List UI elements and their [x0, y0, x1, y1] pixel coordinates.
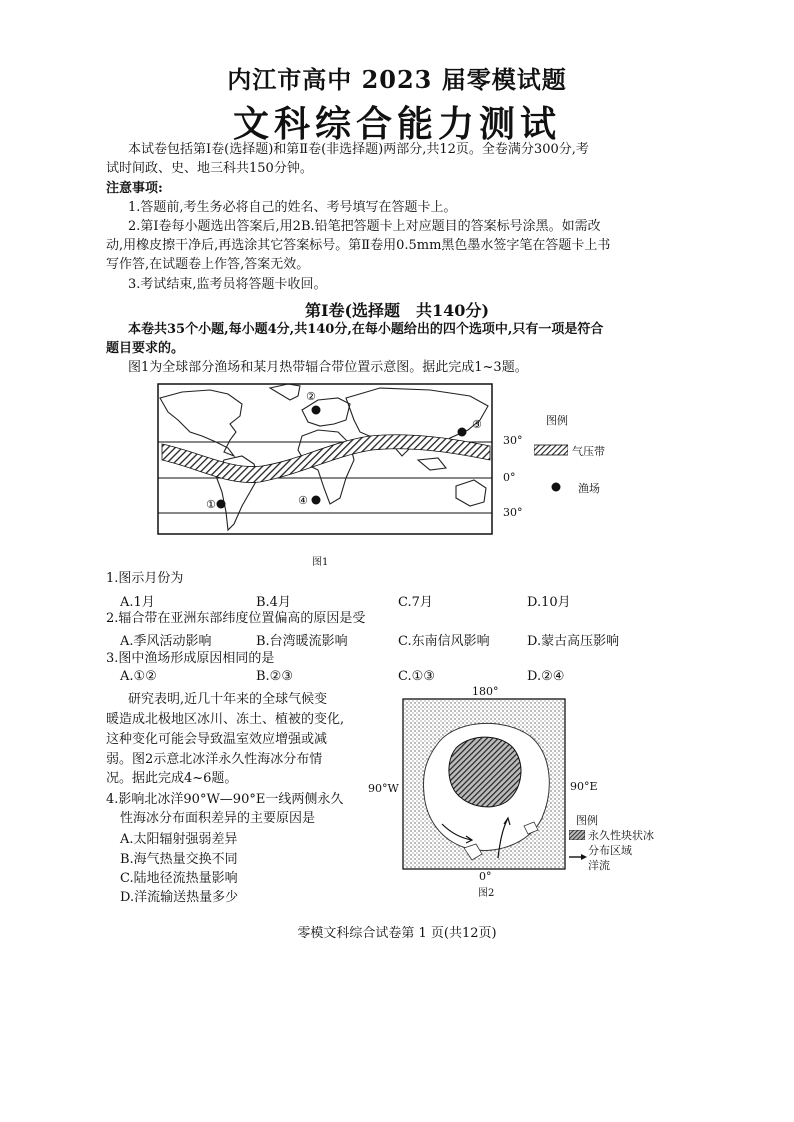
q4-stem-line1: 4.影响北冰洋90°W—90°E一线两侧永久 — [106, 792, 344, 807]
marker-4: ④ — [298, 494, 308, 507]
q2-option-a: A.季风活动影响 — [120, 634, 212, 649]
passage-line5: 况。据此完成4~6题。 — [106, 771, 238, 786]
notes-heading: 注意事项: — [106, 181, 163, 196]
legend-belt-label: 气压带 — [572, 445, 605, 458]
legend-current-arrow — [569, 852, 589, 862]
exam-title-line2: 文科综合能力测试 — [232, 103, 561, 145]
q1-option-b: B.4月 — [256, 595, 291, 610]
q1-option-d: D.10月 — [527, 595, 571, 610]
q2-stem: 2.辐合带在亚洲东部纬度位置偏高的原因是受 — [106, 611, 366, 626]
figure1-world-map — [150, 380, 500, 540]
fig2-label-0: 0° — [479, 870, 492, 883]
marker-3: ③ — [472, 418, 482, 431]
passage-line2: 暖造成北极地区冰川、冻土、植被的变化, — [106, 712, 345, 727]
fishing-ground-2 — [312, 406, 321, 415]
figure2-arctic-map — [402, 698, 566, 870]
notes-item3: 3.考试结束,监考员将答题卡收回。 — [128, 277, 327, 292]
legend-belt-swatch — [534, 444, 568, 456]
page-footer: 零模文科综合试卷第 1 页(共12页) — [297, 926, 497, 941]
passage-line3: 这种变化可能会导致温室效应增强或减 — [106, 732, 328, 747]
legend-fish-symbol — [550, 481, 562, 493]
section1-title: 第Ⅰ卷(选择题 共140分) — [304, 301, 490, 320]
notes-item2-line1: 2.第Ⅰ卷每小题选出答案后,用2B.铅笔把答题卡上对应题目的答案标号涂黑。如需改 — [128, 219, 601, 234]
lat-label-30s: 30° — [503, 506, 523, 519]
notes-item2-line3: 写作答,在试题卷上作答,答案无效。 — [106, 257, 310, 272]
legend-ice-line2: 分布区域 — [588, 844, 632, 857]
figure2-legend-title: 图例 — [576, 814, 598, 827]
q3-option-a: A.①② — [120, 669, 157, 684]
lat-label-30n: 30° — [503, 434, 523, 447]
passage-line1: 研究表明,近几十年来的全球气候变 — [128, 692, 328, 707]
fig2-label-180: 180° — [472, 685, 499, 698]
legend-ice-swatch — [569, 830, 585, 840]
q4-option-a: A.太阳辐射强弱差异 — [120, 832, 238, 847]
q3-option-c: C.①③ — [398, 669, 435, 684]
exam-title-line1: 内江市高中 2023 届零模试题 — [227, 65, 567, 94]
figure1-intro: 图1为全球部分渔场和某月热带辐合带位置示意图。据此完成1~3题。 — [128, 360, 528, 375]
figure1-legend-title: 图例 — [546, 414, 568, 427]
q4-option-c: C.陆地径流热量影响 — [120, 871, 238, 886]
fishing-ground-3 — [458, 428, 467, 437]
legend-current-label: 洋流 — [588, 859, 610, 872]
intro-line2: 试时间政、史、地三科共150分钟。 — [106, 161, 313, 176]
notes-item2-line2: 动,用橡皮擦干净后,再选涂其它答案标号。第Ⅱ卷用0.5mm黑色墨水签字笔在答题卡上书 — [106, 238, 611, 253]
figure2-caption: 图2 — [478, 888, 495, 899]
q4-option-d: D.洋流输送热量多少 — [120, 890, 239, 905]
q1-option-a: A.1月 — [120, 595, 155, 610]
fig2-label-90w: 90°W — [368, 782, 399, 795]
permanent-ice-area — [449, 737, 521, 807]
legend-ice-line1: 永久性块状冰 — [588, 829, 654, 842]
q1-option-c: C.7月 — [398, 595, 433, 610]
q3-option-d: D.②④ — [527, 669, 565, 684]
q2-option-c: C.东南信风影响 — [398, 634, 490, 649]
lat-label-0: 0° — [503, 471, 516, 484]
marker-1: ① — [206, 498, 216, 511]
q3-stem: 3.图中渔场形成原因相同的是 — [106, 651, 275, 666]
q4-stem-line2: 性海冰分布面积差异的主要原因是 — [120, 811, 316, 826]
q2-option-b: B.台湾暖流影响 — [256, 634, 348, 649]
legend-fish-label: 渔场 — [578, 482, 600, 495]
passage-line4: 弱。图2示意北冰洋永久性海冰分布情 — [106, 752, 323, 767]
q4-option-b: B.海气热量交换不同 — [120, 852, 238, 867]
notes-item1: 1.答题前,考生务必将自己的姓名、考号填写在答题卡上。 — [128, 200, 457, 215]
fishing-ground-4 — [312, 496, 321, 505]
section1-desc-line2: 题目要求的。 — [106, 341, 185, 356]
figure1-caption: 图1 — [312, 557, 329, 568]
q2-option-d: D.蒙古高压影响 — [527, 634, 620, 649]
intro-line1: 本试卷包括第Ⅰ卷(选择题)和第Ⅱ卷(非选择题)两部分,共12页。全卷满分300分,考 — [128, 142, 589, 157]
q1-stem: 1.图示月份为 — [106, 571, 184, 586]
section1-desc-line1: 本卷共35个小题,每小题4分,共140分,在每小题给出的四个选项中,只有一项是符合 — [128, 322, 604, 337]
fig2-label-90e: 90°E — [570, 780, 598, 793]
fishing-ground-1 — [217, 500, 226, 509]
marker-2: ② — [306, 390, 316, 403]
q3-option-b: B.②③ — [256, 669, 293, 684]
